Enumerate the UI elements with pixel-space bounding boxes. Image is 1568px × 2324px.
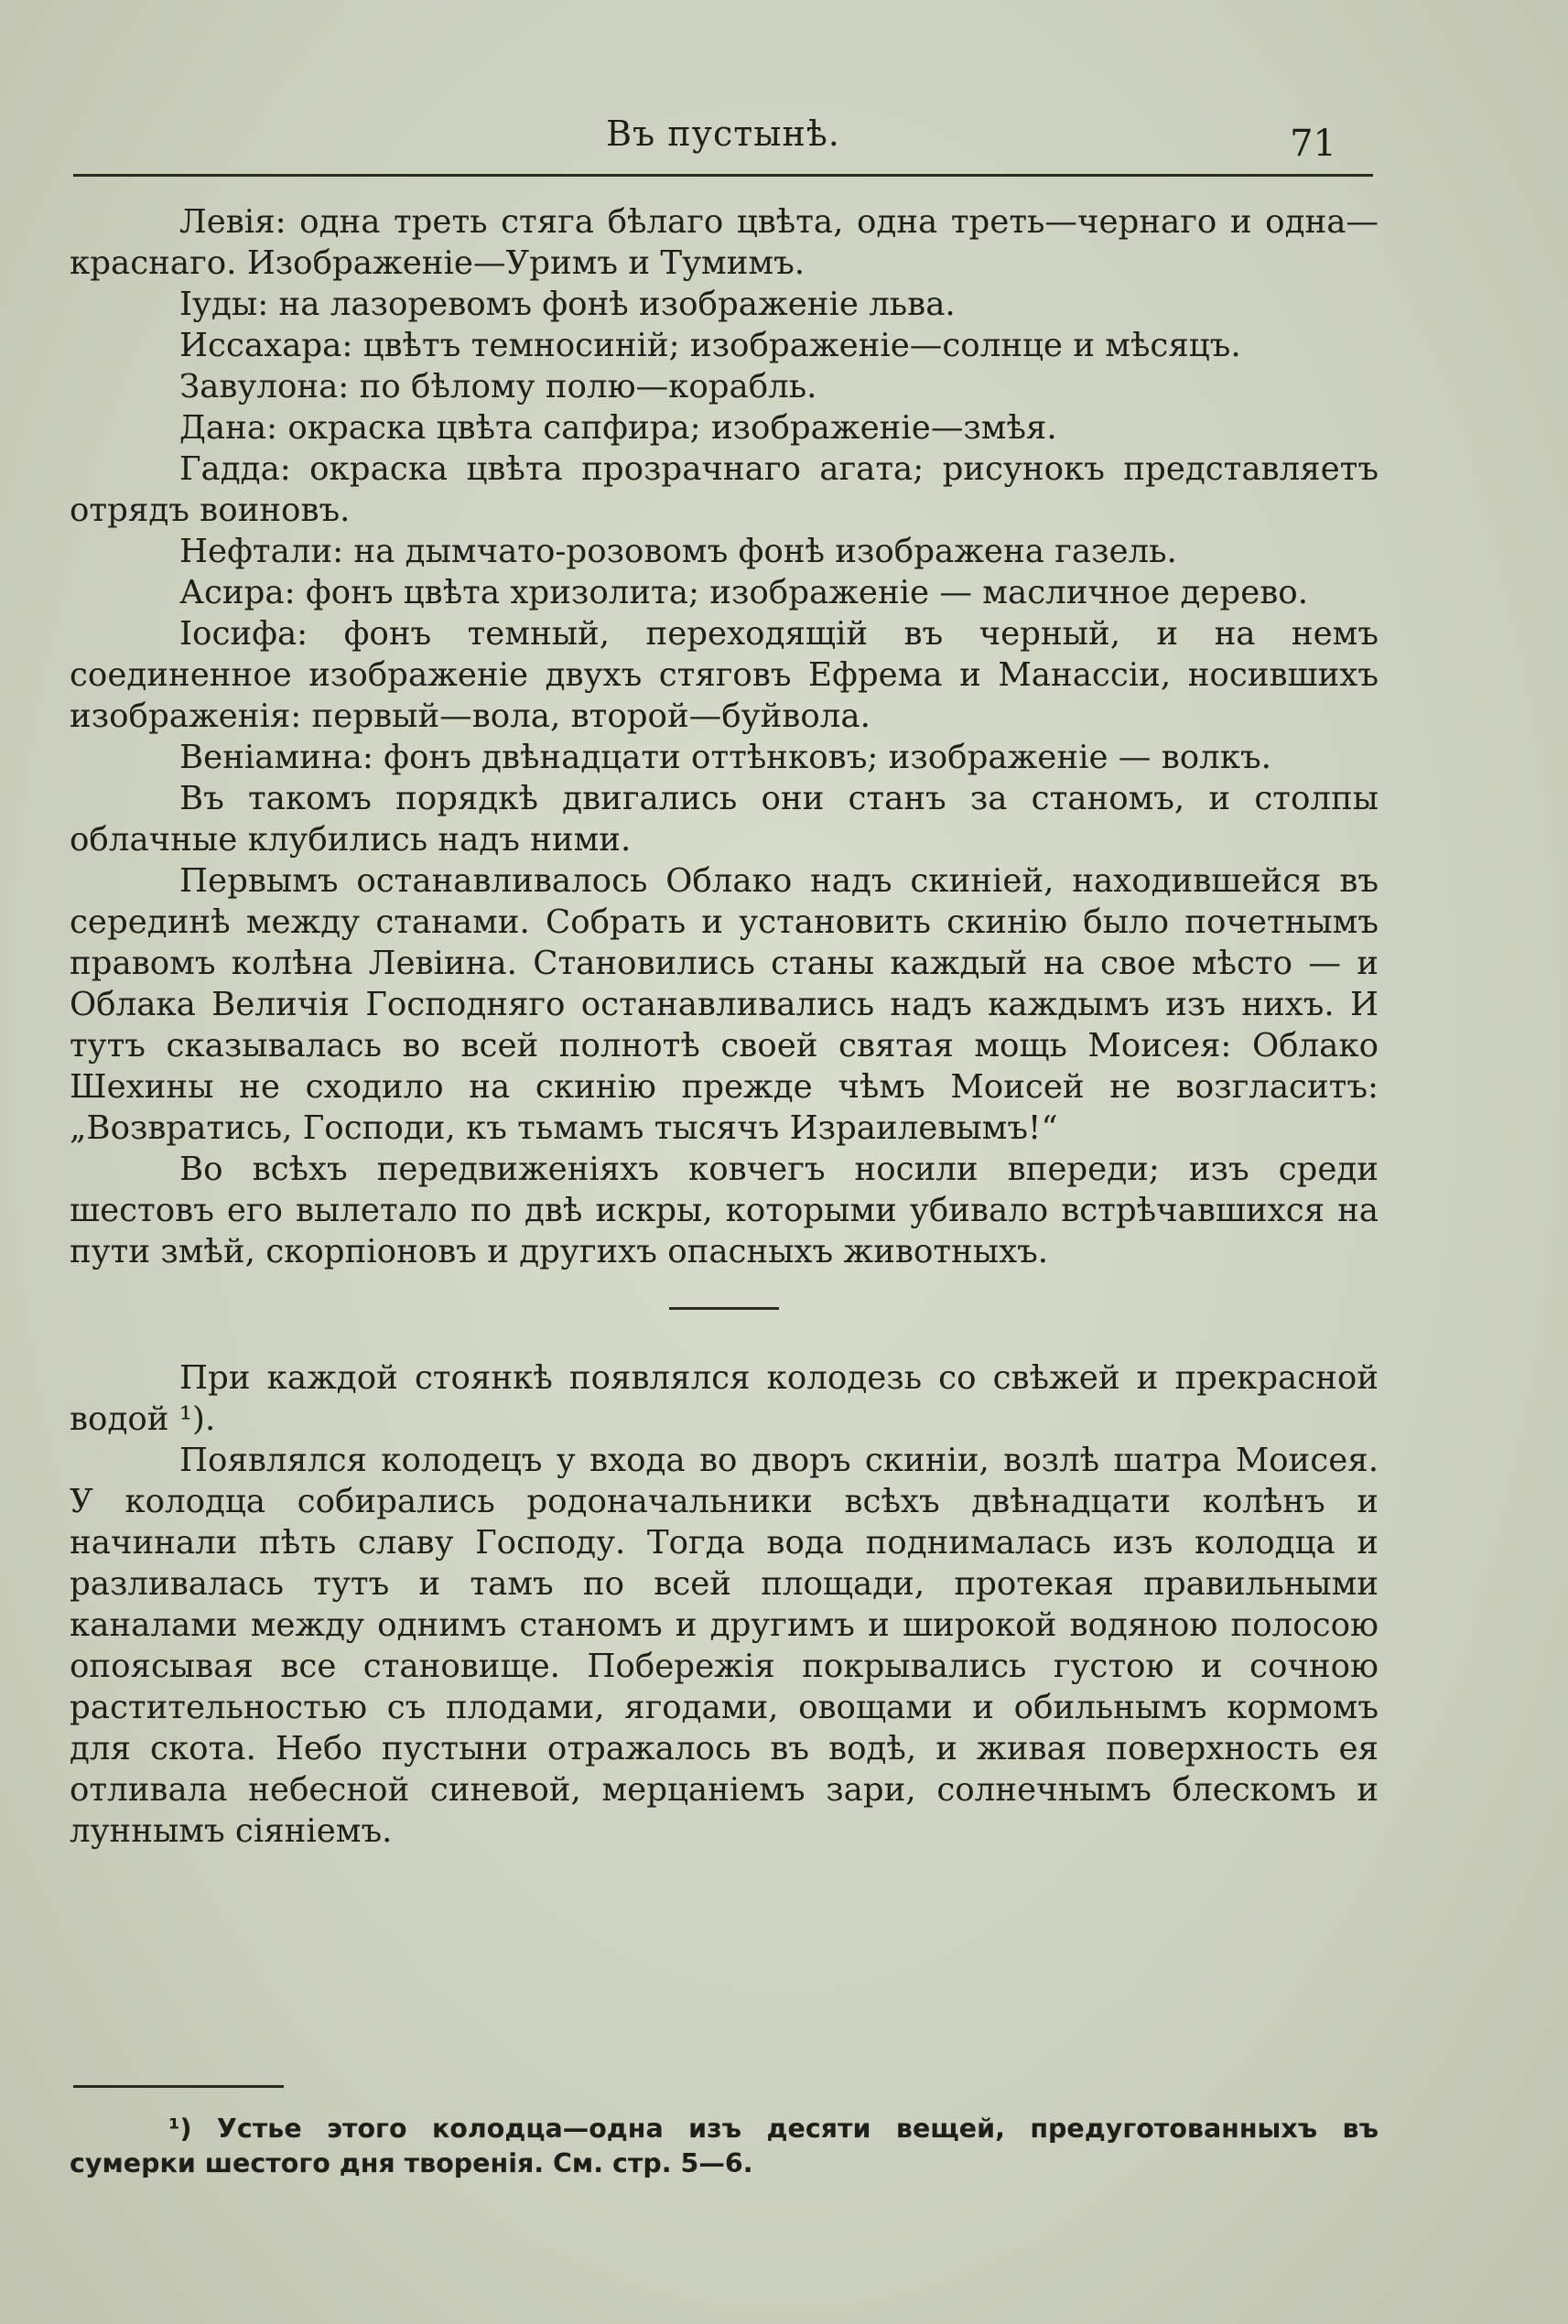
paragraph-dan: Дана: окраска цвѣта сапфира; изображеніе—змѣя. [179,409,1057,447]
paragraph-joseph: Іосифа: фонъ темный, переходящій въ черный, и на немъ соединенное изображеніе двухъ стяговъ Ефрема и Манассіи, носившихъ изображенія: первый—вола, второй—буйвола. [70,615,1379,735]
paragraph-benjamin: Веніамина: фонъ двѣнадцати оттѣнковъ; изображеніе — волкъ. [179,739,1271,776]
footnote-divider [73,2085,284,2088]
paragraph-ark: Во всѣхъ передвиженіяхъ ковчегъ носили впереди; изъ среди шестовъ его вылетало по двѣ искры, которыми убивало встрѣчавшихся на пути змѣй, скорпіоновъ и другихъ опасныхъ животныхъ. [70,1151,1379,1270]
paragraph-order: Въ такомъ порядкѣ двигались они станъ за станомъ, и столпы облачные клубились надъ ними. [70,780,1379,859]
paragraph-zebulun: Завулона: по бѣлому полю—корабль. [179,368,817,405]
paragraph-judah: Іуды: на лазоревомъ фонѣ изображеніе льва. [179,286,956,323]
paragraph-issachar: Иссахара: цвѣтъ темносиній; изображеніе—солнце и мѣсяцъ. [179,327,1241,364]
paragraph-well-description: Появлялся колодецъ у входа во дворъ скиніи, возлѣ шатра Моисея. У колодца собирались родоначальники всѣхъ двѣнадцати колѣнъ и начинали пѣть славу Господу. Тогда вода поднималась изъ колодца и разливалась тутъ и тамъ по всей площади, протекая правильными каналами между однимъ станомъ и другимъ и широкой водяною полосою опоясывая все становище. Побережія покрывались густою и сочною растительностью съ плодами, ягодами, овощами и обильнымъ кормомъ для скота. Небо пустыни отражалось въ водѣ, и живая поверхность ея отливала небесной синевой, мерцаніемъ зари, солнечнымъ блескомъ и луннымъ сіяніемъ. [70,1442,1379,1850]
footnote [70,2112,1379,2181]
footnote-text: ¹) Устье этого колодца—одна изъ десяти вещей, предуготованныхъ въ сумерки шестого дня творенія. См. стр. 5—6. [70,2113,1379,2178]
paragraph-well: При каждой стоянкѣ появлялся колодезь со свѣжей и прекрасной водой ¹). [70,1359,1379,1438]
paragraph-naphtali: Нефтали: на дымчато-розовомъ фонѣ изображена газель. [179,533,1177,570]
section-divider [669,1307,779,1310]
paragraph-gad: Гадда: окраска цвѣта прозрачнаго агата; рисунокъ представляетъ отрядъ воиновъ. [70,450,1379,529]
paragraph-cloud: Первымъ останавливалось Облако надъ скиніей, находившейся въ серединѣ между станами. Собрать и установить скинію было почетнымъ правомъ колѣна Левіина. Становились станы каждый на свое мѣсто — и Облака Величія Господняго останавливались надъ каждымъ изъ нихъ. И тутъ сказывалась во всей полнотѣ своей святая мощь Моисея: Облако Шехины не сходило на скинію прежде чѣмъ Моисей не возгласитъ: „Возвратись, Господи, къ тьмамъ тысячъ Израилевымъ!“ [70,862,1379,1147]
paragraph-levi: Левія: одна треть стяга бѣлаго цвѣта, одна треть—чернаго и одна—краснаго. Изображеніе—Уримъ и Тумимъ. [70,203,1379,282]
page-header [73,110,1373,177]
running-title: Въ пустынѣ. [606,113,840,154]
main-text [70,201,1379,1852]
page-number: 71 [1290,123,1336,165]
paragraph-asher: Асира: фонъ цвѣта хризолита; изображеніе — масличное дерево. [179,574,1309,611]
